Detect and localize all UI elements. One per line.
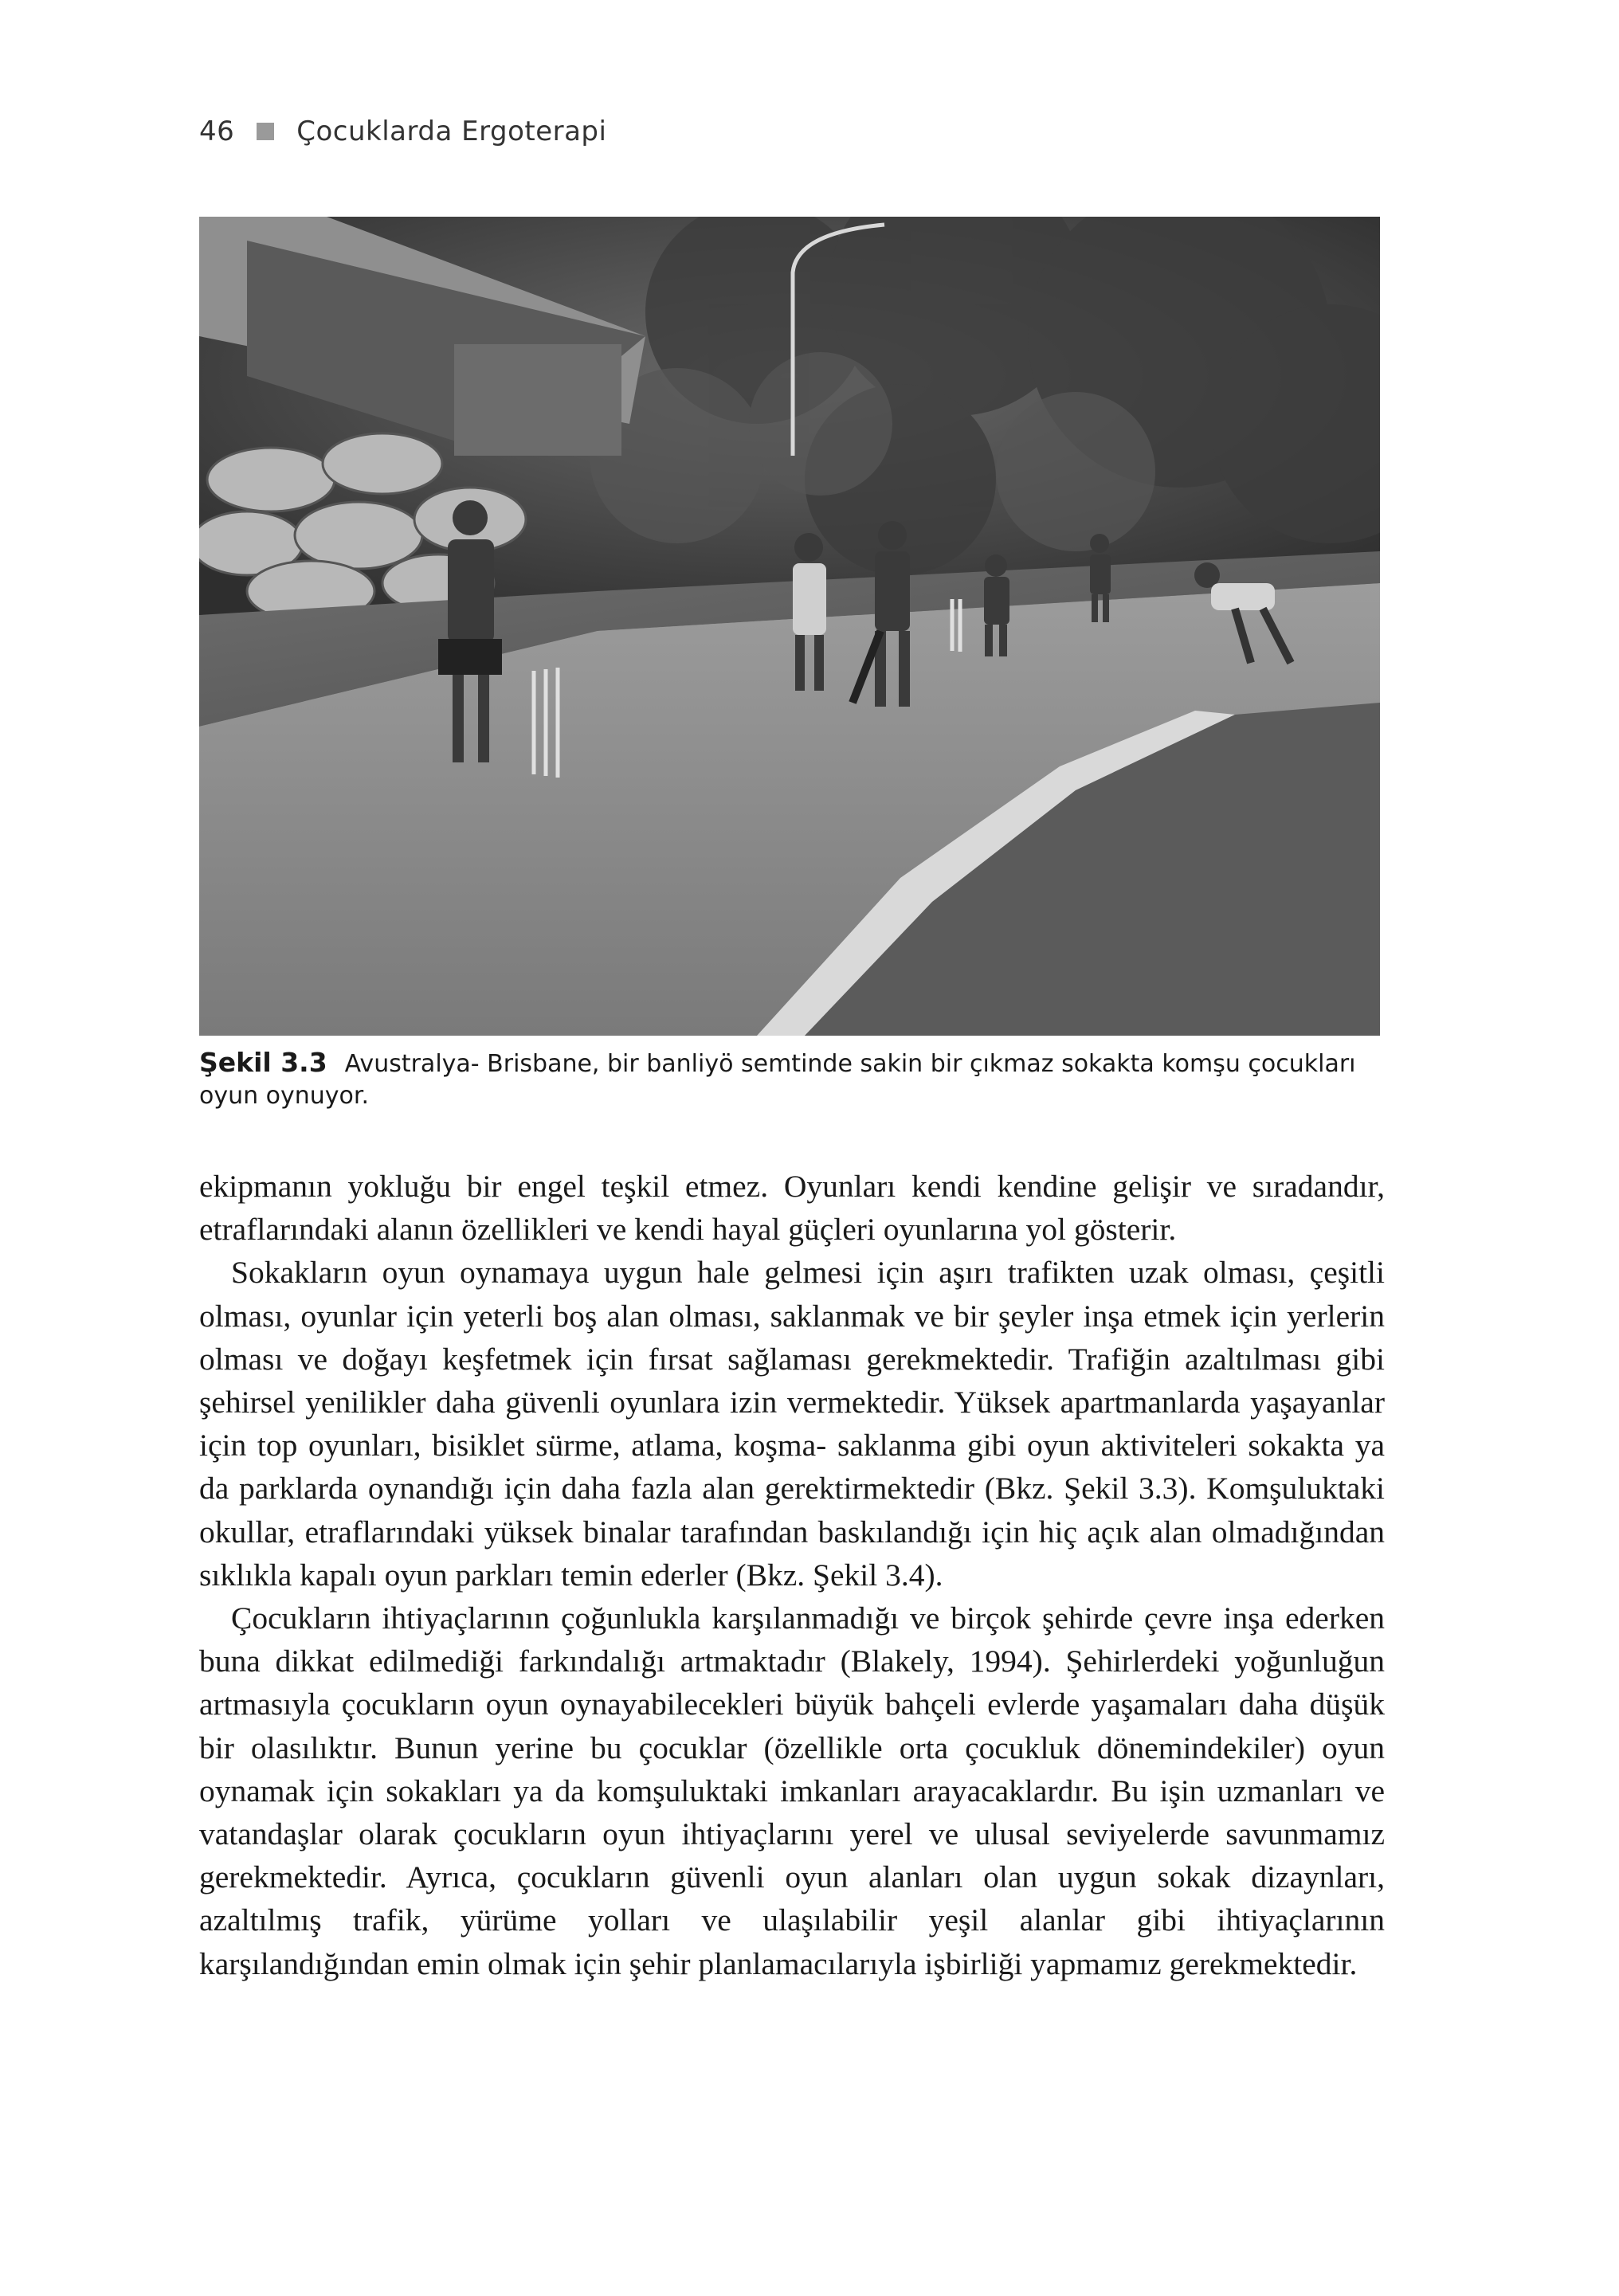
paragraph: Çocukların ihtiyaçlarının çoğunlukla karşılanmadığı ve birçok şehirde çevre inşa ederken buna dikkat edilmediği farkındalığı artmaktadır (Blakely, 1994). Şehirlerdeki yoğunluğun artmasıyla çocukların oyun oynayabilecekleri büyük bahçeli evlerde yaşamaları daha düşük bir olasılıktır. Bunun yerine bu çocuklar (özellikle orta çocukluk dönemindekiler) oyun oynamak için sokakları ya da komşuluktaki imkanları arayacaklardır. Bu işin uzmanları ve vatandaşlar olarak çocukların oyun ihtiyaçlarını yerel ve ulusal seviyelerde savunmamız gerekmektedir. Ayrıca, çocukların güvenli oyun alanları olan uygun sokak dizaynları, azaltılmış trafik, yürüme yolları ve ulaşılabilir yeşil alanlar gibi ihtiyaçlarının karşılandığından emin olmak için şehir planlamacılarıyla işbirliği yapmamız gerekmektedir. — [199, 1601, 1385, 1981]
book-title: Çocuklarda Ergoterapi — [296, 116, 607, 147]
figure-label: Şekil 3.3 — [199, 1047, 327, 1078]
figure-caption — [199, 1047, 1386, 1112]
header-separator-square — [257, 123, 274, 140]
paragraph: ekipmanın yokluğu bir engel teşkil etmez. Oyunları kendi kendine gelişir ve sıradandır, etraflarındaki alanın özellikleri ve kendi hayal güçleri oyunlarına yol gösterir. — [199, 1169, 1385, 1248]
body-text — [199, 1165, 1385, 1985]
paragraph: Sokakların oyun oynamaya uygun hale gelmesi için aşırı trafikten uzak olması, çeşitli olması, oyunlar için yeterli boş alan olması, saklanmak ve bir şeyler inşa etmek için yerlerin olması ve doğayı keşfetmek için fırsat sağlaması gerekmektedir. Trafiğin azaltılması gibi şehirsel yenilikler daha güvenli oyunlara izin vermektedir. Yüksek apartmanlarda yaşayanlar için top oyunları, bisiklet sürme, atlama, koşma- saklanma gibi oyun aktiviteleri sokakta ya da parklarda oynandığı için daha fazla alan gerektirmektedir (Bkz. Şekil 3.3). Komşuluktaki okullar, etraflarındaki yüksek binalar tarafından baskılandığı için hiç açık alan olmadığından sıklıkla kapalı oyun parkları temin ederler (Bkz. Şekil 3.4). — [199, 1255, 1385, 1593]
figure-photo — [199, 217, 1380, 1036]
running-head — [199, 116, 606, 147]
figure-caption-text: Avustralya- Brisbane, bir banliyö semtinde sakin bir çıkmaz sokakta komşu çocukları oyun oynuyor. — [199, 1050, 1356, 1110]
page-number: 46 — [199, 116, 235, 147]
